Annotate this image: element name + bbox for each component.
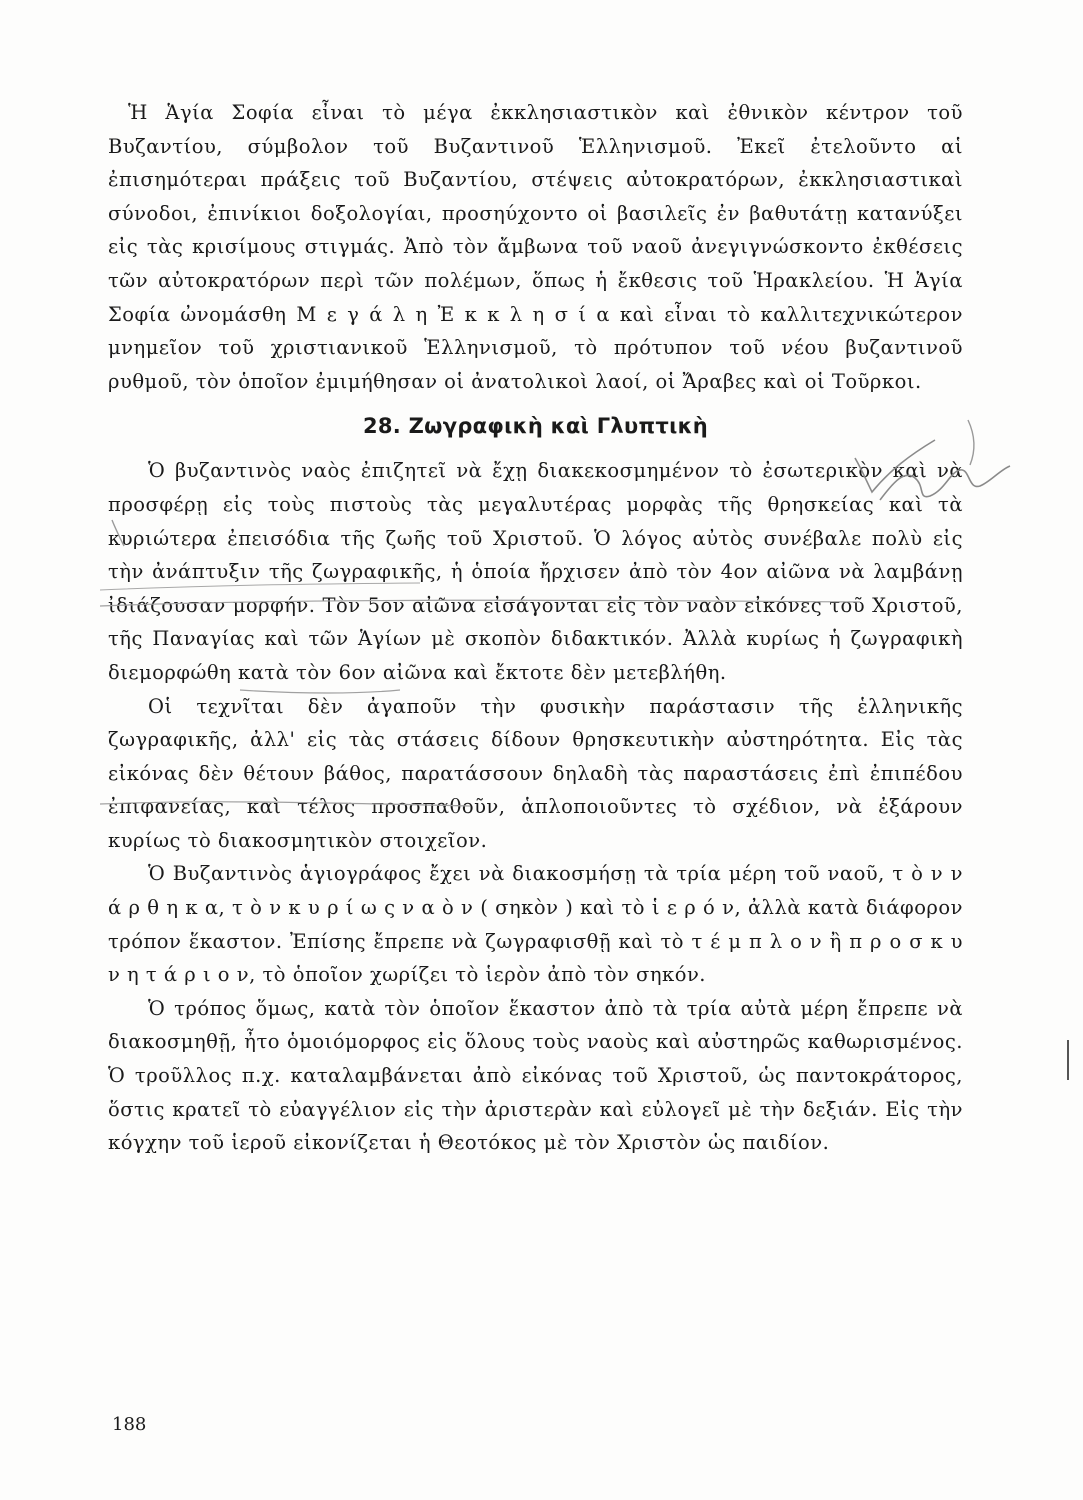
paragraph-craftsmen: Οἱ τεχνῖται δὲν ἀγαποῦν τὴν φυσικὴν παράστασιν τῆς ἑλληνικῆς ζωγραφικῆς, ἀλλ' εἰς τὰς στάσεις δίδουν θρησκευτικὴν αὐστηρότητα. Εἰς τὰς εἰκόνας δὲν θέτουν βάθος, παρατάσσουν δηλαδὴ τὰς παραστάσεις ἐπὶ ἐπιπέδου ἐπιφανείας, καὶ τέλος προσπαθοῦν, ἁπλοποιοῦντες τὸ σχέδιον, νὰ ἐξάρουν κυρίως τὸ διακοσμητικὸν στοιχεῖον. — [108, 694, 963, 852]
paragraph-byzantine-church: Ὁ βυζαντινὸς ναὸς ἐπιζητεῖ νὰ ἔχῃ διακεκοσμημένον τὸ ἐσωτερικὸν καὶ νὰ προσφέρῃ εἰς τοὺς πιστοὺς τὰς μεγαλυτέρας μορφὰς τῆς θρησκείας καὶ τὰ κυριώτερα ἐπεισόδια τῆς ζωῆς τοῦ Χριστοῦ. Ὁ λόγος αὐτὸς συνέβαλε πολὺ εἰς τὴν ἀνάπτυξιν τῆς ζωγραφικῆς, ἡ ὁποία ἤρχισεν ἀπὸ τὸν 4ον αἰῶνα νὰ λαμβάνῃ ἰδιάζουσαν μορφήν. Τὸν 5ον αἰῶνα εἰσάγονται εἰς τὸν ναὸν εἰκόνες τοῦ Χριστοῦ, τῆς Παναγίας καὶ τῶν Ἁγίων μὲ σκοπὸν διδακτικόν. Ἀλλὰ κυρίως ἡ ζωγραφικὴ διεμορφώθη κατὰ τὸν 6ον αἰῶνα καὶ ἔκτοτε δὲν μετεβλήθη. — [108, 459, 963, 684]
page-number: 188 — [112, 1414, 147, 1435]
page-body — [108, 96, 963, 1160]
paragraph-iconographer: Ὁ Βυζαντινὸς ἁγιογράφος ἔχει νὰ διακοσμήσῃ τὰ τρία μέρη τοῦ ναοῦ, τ ὸ ν ν ά ρ θ η κ α, τ ὸ ν κ υ ρ ί ω ς ν α ὸ ν ( σηκὸν ) καὶ τὸ ἱ ε ρ ό ν, ἀλλὰ κατὰ διάφορον τρόπον ἕκαστον. Ἐπίσης ἔπρεπε νὰ ζωγραφισθῇ καὶ τὸ τ έ μ π λ ο ν ἢ π ρ ο σ κ υ ν η τ ά ρ ι ο ν, τὸ ὁποῖον χωρίζει τὸ ἱερὸν ἀπὸ τὸν σηκόν. — [108, 862, 963, 987]
section-heading: 28. Ζωγραφικὴ καὶ Γλυπτικὴ — [362, 414, 709, 439]
pencil-bracket-mark — [968, 420, 974, 465]
paragraph-decoration-method: Ὁ τρόπος ὅμως, κατὰ τὸν ὁποῖον ἕκαστον ἀπὸ τὰ τρία αὐτὰ μέρη ἔπρεπε νὰ διακοσμηθῇ, ἦτο ὁμοιόμορφος εἰς ὅλους τοὺς ναοὺς καὶ αὐστηρῶς καθωρισμένος. Ὁ τροῦλλος π.χ. καταλαμβάνεται ἀπὸ εἰκόνας τοῦ Χριστοῦ, ὡς παντοκράτορος, ὅστις κρατεῖ τὸ εὐαγγέλιον εἰς τὴν ἀριστερὰν καὶ εὐλογεῖ μὲ τὴν δεξιάν. Εἰς τὴν κόγχην τοῦ ἱεροῦ εἰκονίζεται ἡ Θεοτόκος μὲ τὸν Χριστὸν ὡς παιδίον. — [108, 996, 963, 1155]
paragraph-hagia-sophia: Ἡ Ἁγία Σοφία εἶναι τὸ μέγα ἐκκλησιαστικὸν καὶ ἐθνικὸν κέντρον τοῦ Βυζαντίου, σύμβολον τοῦ Βυζαντινοῦ Ἑλληνισμοῦ. Ἐκεῖ ἐτελοῦντο αἱ ἐπισημότεραι πράξεις τοῦ Βυζαντίου, στέψεις αὐτοκρατόρων, ἐκκλησιαστικαὶ σύνοδοι, ἐπινίκιοι δοξολογίαι, προσηύχοντο οἱ βασιλεῖς ἐν βαθυτάτῃ κατανύξει εἰς τὰς κρισίμους στιγμάς. Ἀπὸ τὸν ἄμβωνα τοῦ ναοῦ ἀνεγιγνώσκοντο ἐκθέσεις τῶν αὐτοκρατόρων περὶ τῶν πολέμων, ὅπως ἡ ἔκθεσις τοῦ Ἡρακλείου. Ἡ Ἁγία Σοφία ὠνομάσθη Μ ε γ ά λ η Ἐ κ κ λ η σ ί α καὶ εἶναι τὸ καλλιτεχνικώτερον μνημεῖον τοῦ χριστιανικοῦ Ἑλληνισμοῦ, τὸ πρότυπον τοῦ νέου βυζαντινοῦ ρυθμοῦ, τὸν ὁποῖον ἐμιμήθησαν οἱ ἀνατολικοὶ λαοί, οἱ Ἄραβες καὶ οἱ Τοῦρκοι. — [108, 101, 963, 393]
